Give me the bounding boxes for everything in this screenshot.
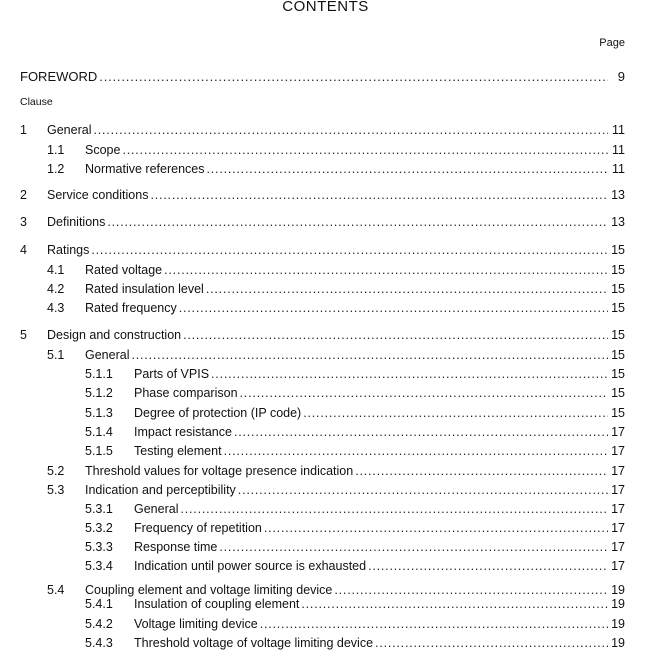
toc-entry[interactable] [20,539,625,555]
toc-entry-text: Parts of VPIS [134,367,210,381]
toc-entry-page: 13 [611,215,625,229]
toc-entry-number: 5.1.2 [85,386,113,400]
toc-entry-page: 11 [612,143,625,157]
toc-entry[interactable] [20,520,625,536]
toc-entry-text: Normative references [85,162,205,176]
dot-leader [207,161,609,177]
toc-entry-number: 5.4.1 [85,597,113,611]
dot-leader [91,242,608,258]
toc-entry-text: Voltage limiting device [134,617,258,631]
toc-entry-page: 17 [611,464,625,478]
toc-entry-number: 5.3.4 [85,559,113,573]
toc-entry-text: Phase comparison [134,386,238,400]
toc-entry-number: 5.3 [47,483,65,497]
toc-entry-number: 5.3.1 [85,502,113,516]
page-column-header: Page [599,37,625,49]
toc-entry-text: Rated voltage [85,263,163,277]
toc-entry-text: Service conditions [47,188,149,202]
toc-entry-page: 15 [611,282,625,296]
dot-leader [180,501,608,517]
toc-entry-page: 19 [611,597,625,611]
toc-entry-number: 5.1.3 [85,406,113,420]
toc-entry-page: 19 [611,636,625,650]
toc-entry-text: FOREWORD [20,69,98,84]
toc-entry-text: Definitions [47,215,106,229]
dot-leader [234,424,608,440]
toc-entry-text: Response time [134,540,218,554]
dot-leader [264,520,608,536]
toc-entry-text: Testing element [134,444,222,458]
dot-leader [355,463,608,479]
toc-entry-number: 4.3 [47,301,65,315]
dot-leader [99,69,608,85]
toc-entry-number: 5.3.2 [85,521,113,535]
toc-entry[interactable] [20,596,625,612]
dot-leader [131,347,608,363]
toc-entry[interactable] [20,142,625,158]
toc-entry-number: 4.2 [47,282,65,296]
toc-entry-page: 15 [611,406,625,420]
toc-entry-text: Scope [85,143,121,157]
toc-entry[interactable] [20,463,625,479]
page-title: CONTENTS [282,0,369,15]
toc-entry-page: 9 [617,69,625,84]
toc-entry-page: 15 [611,328,625,342]
toc-entry-number: 5.1.4 [85,425,113,439]
toc-entry-page: 15 [611,263,625,277]
toc-entry-page: 11 [612,123,625,137]
toc-entry[interactable] [20,558,625,574]
dot-leader [150,187,608,203]
dot-leader [206,281,608,297]
toc-entry-number: 5 [20,328,27,342]
dot-leader [164,262,608,278]
toc-entry-text: Indication until power source is exhausted [134,559,367,573]
toc-entry-page: 15 [611,243,625,257]
toc-entry[interactable] [20,327,625,343]
dot-leader [122,142,608,158]
toc-entry-number: 5.1.5 [85,444,113,458]
toc-entry[interactable] [20,635,625,651]
toc-entry[interactable] [20,281,625,297]
toc-entry-number: 5.4.3 [85,636,113,650]
toc-entry-number: 1.2 [47,162,65,176]
toc-entry[interactable] [20,214,625,230]
toc-foreword[interactable] [20,69,625,85]
dot-leader [301,596,608,612]
toc-entry-number: 1 [20,123,27,137]
toc-entry-text: Frequency of repetition [134,521,262,535]
toc-entry-number: 5.4.2 [85,617,113,631]
toc-entry[interactable] [20,424,625,440]
clause-label: Clause [20,96,53,108]
dot-leader [219,539,608,555]
dot-leader [93,122,608,138]
toc-entry[interactable] [20,187,625,203]
toc-entry[interactable] [20,501,625,517]
toc-entry-page: 17 [611,559,625,573]
toc-entry-text: Threshold voltage of voltage limiting device [134,636,374,650]
toc-entry-page: 17 [611,502,625,516]
toc-entry[interactable] [20,616,625,632]
toc-entry-text: Impact resistance [134,425,232,439]
dot-leader [260,616,608,632]
toc-entry[interactable] [20,366,625,382]
toc-entry-page: 19 [611,617,625,631]
toc-entry-number: 1.1 [47,143,65,157]
dot-leader [183,327,608,343]
dot-leader [368,558,608,574]
toc-entry-text: Threshold values for voltage presence indication [85,464,354,478]
toc-entry-text: Coupling element and voltage limiting device [85,583,333,597]
toc-entry[interactable] [20,242,625,258]
toc-entry-page: 15 [611,301,625,315]
toc-entry[interactable] [20,347,625,363]
toc-entry-number: 5.4 [47,583,65,597]
dot-leader [303,405,608,421]
toc-entry-number: 4.1 [47,263,65,277]
toc-entry-text: General [134,502,179,516]
toc-entry-number: 5.3.3 [85,540,113,554]
dot-leader [238,482,608,498]
toc-entry[interactable] [20,161,625,177]
toc-entry-number: 5.2 [47,464,65,478]
dot-leader [179,300,608,316]
toc-entry-page: 19 [611,583,625,597]
toc-entry-page: 17 [611,483,625,497]
toc-entry-text: Ratings [47,243,90,257]
toc-entry[interactable] [20,482,625,498]
toc-entry-page: 17 [611,521,625,535]
toc-entry-text: Indication and perceptibility [85,483,236,497]
toc-entry-number: 3 [20,215,27,229]
toc-entry[interactable] [20,405,625,421]
toc-entry-number: 4 [20,243,27,257]
toc-entry-text: General [47,123,92,137]
toc-entry-page: 17 [611,444,625,458]
toc-entry-text: General [85,348,130,362]
toc-entry[interactable] [20,443,625,459]
dot-leader [240,385,608,401]
toc-entry-text: Degree of protection (IP code) [134,406,302,420]
dot-leader [375,635,608,651]
toc-entry-text: Rated frequency [85,301,177,315]
toc-entry-text: Design and construction [47,328,182,342]
dot-leader [224,443,608,459]
dot-leader [211,366,608,382]
toc-entry-number: 2 [20,188,27,202]
toc-entry-page: 15 [611,367,625,381]
toc-entry-page: 13 [611,188,625,202]
toc-entry-text: Rated insulation level [85,282,204,296]
toc-entry-page: 17 [611,540,625,554]
toc-entry-number: 5.1 [47,348,65,362]
toc-entry-page: 15 [611,386,625,400]
toc-entry[interactable] [20,300,625,316]
toc-entry-page: 15 [611,348,625,362]
toc-entry-page: 17 [611,425,625,439]
toc-entry[interactable] [20,385,625,401]
toc-entry-page: 11 [612,162,625,176]
toc-entry-number: 5.1.1 [85,367,113,381]
toc-entry[interactable] [20,262,625,278]
dot-leader [107,214,608,230]
toc-entry-text: Insulation of coupling element [134,597,300,611]
toc-entry[interactable] [20,122,625,138]
